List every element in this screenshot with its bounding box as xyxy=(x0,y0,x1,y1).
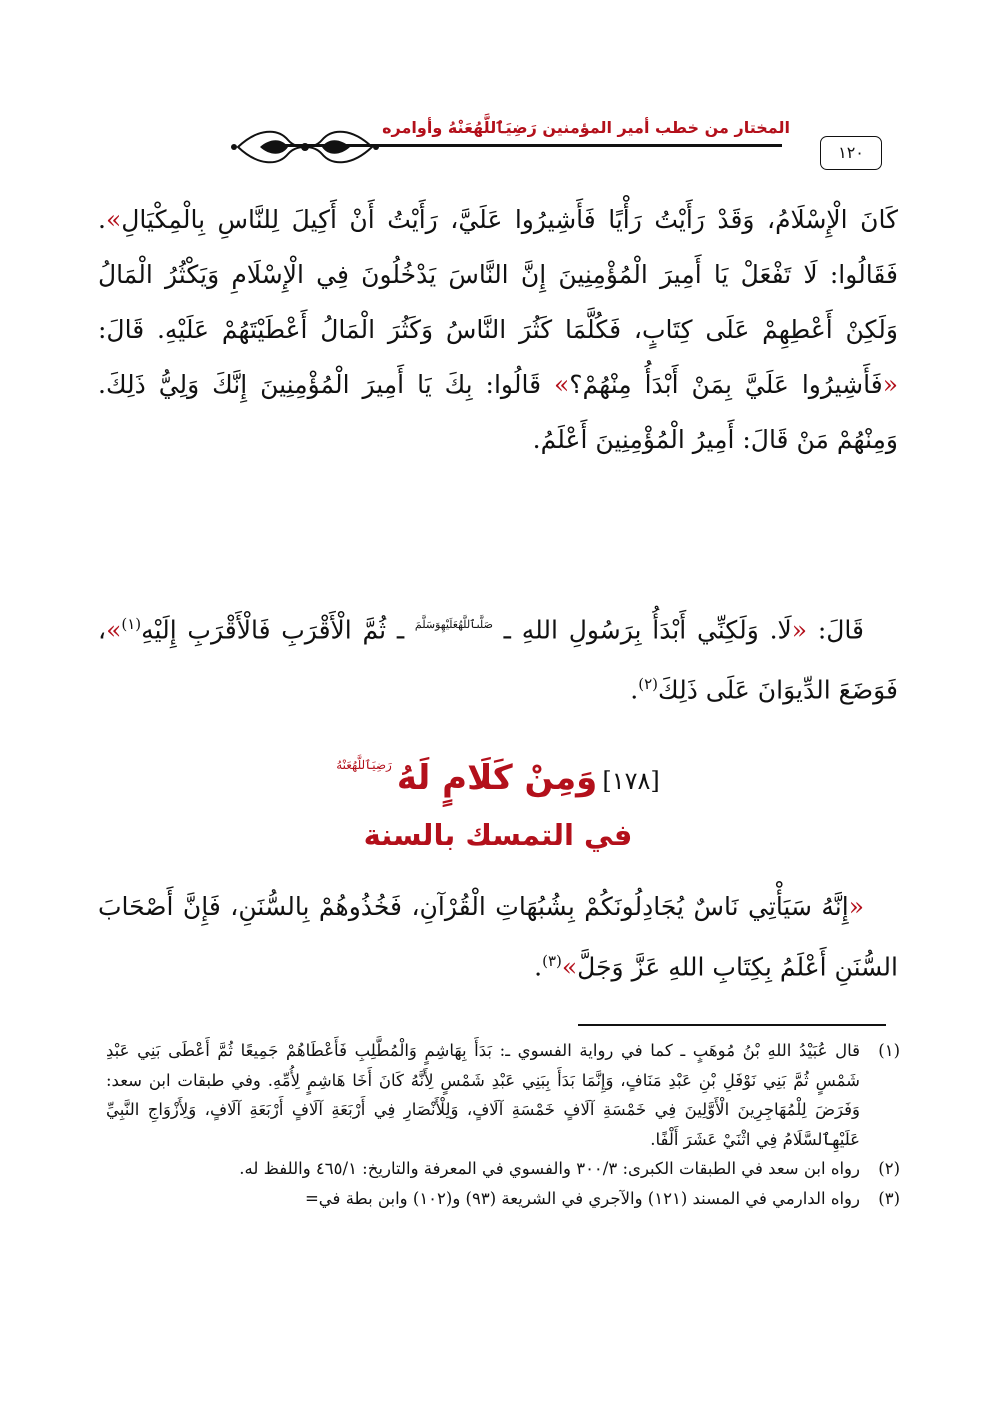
footnote-ref-1: (١) xyxy=(121,615,142,633)
para1-text-a: كَانَ الْإِسْلَامُ، وَقَدْ رَأَيْتُ رَأْيًا فَأَشِيرُوا عَلَيَّ، رَأَيْتُ أَنْ أَكِيلَ لِلنَّاسِ بِالْمِكْيَالِ xyxy=(121,205,898,234)
para2-text-e: . xyxy=(630,675,639,705)
footnote-3 xyxy=(106,1184,900,1214)
para3-end: . xyxy=(534,952,543,982)
footnote-ref-2: (٢) xyxy=(638,675,659,694)
paragraph-1 xyxy=(98,192,898,467)
para1-text-b: . فَقَالُوا: لَا تَفْعَلْ يَا أَمِيرَ الْمُؤْمِنِينَ إِنَّ النَّاسَ يَدْخُلُونَ فِي الْإِسْلَامِ وَيَكْثُرُ الْمَالُ وَلَكِنْ أَعْطِهِمْ عَلَى كِتَابٍ، فَكُلَّمَا كَثُرَ النَّاسُ وَكَثُرَ الْمَالُ أَعْطَيْتَهُمْ عَلَيْهِ. قَالَ: xyxy=(98,205,898,344)
close-quote: » xyxy=(553,370,570,399)
running-title: المختار من خطب أمير المؤمنين رَضِيَٱللَّهُعَنْهُ وأوامره xyxy=(382,118,790,137)
section-title: وَمِنْ كَلَامٍ لَهُ xyxy=(396,758,598,798)
footnote-text: قال عُبَيْدُ اللهِ بْنُ مُوهَبٍ ـ كما في رواية الفسوي ـ: بَدَأَ بِهَاشِمٍ وَالْمُطَّلِبِ فَأَعْطَاهُمْ جَمِيعًا ثُمَّ أَعْطَى بَنِي عَبْدِ شَمْسٍ ثُمَّ بَنِي نَوْفَلِ بْنِ عَبْدِ مَنَافٍ، وَإِنَّمَا بَدَأَ بِبَنِي عَبْدِ شَمْسٍ لِأَنَّهُ كَانَ أَخَا هَاشِمٍ لِأُمِّهِ. وفي طبقات ابن سعد: وَفَرَضَ لِلْمُهَاجِرِينَ الْأَوَّلِينَ فِي خَمْسَةِ آلَافٍ خَمْسَةِ آلَافٍ، وَلِلْأَنْصَارِ فِي أَرْبَعَةِ آلَافٍ أَرْبَعَةِ آلَافٍ، وَلِأَزْوَاجِ النَّبِيِّ عَلَيْهِٱلسَّلَامُ فِي اثْنَيْ عَشَرَ أَلْفًا. xyxy=(106,1041,860,1149)
prophet-honorific: صَلَّىٱللَّهُعَلَيْهِوَسَلَّمَ xyxy=(414,618,493,631)
footnote-number: (٣) xyxy=(878,1188,900,1208)
paragraph-2 xyxy=(98,597,898,718)
para1-text-d: قَالُوا: بِكَ يَا أَمِيرَ الْمُؤْمِنِينَ إِنَّكَ وَلِيُّ ذَلِكَ. وَمِنْهُمْ مَنْ قَالَ: أَمِيرُ الْمُؤْمِنِينَ أَعْلَمُ. xyxy=(98,370,898,454)
para2-text-a: قَالَ: xyxy=(807,615,864,645)
header-ornament-icon xyxy=(230,126,380,168)
section-subtitle: في التمسك بالسنة xyxy=(363,818,633,852)
para2-text-c: ـ ثُمَّ الْأَقْرَبِ فَالْأَقْرَبِ إِلَيْهِ xyxy=(141,615,415,645)
section-heading xyxy=(98,758,898,798)
open-quote: « xyxy=(791,615,808,645)
paragraph-3 xyxy=(98,879,898,994)
open-quote: « xyxy=(882,370,898,399)
para1-text-c: فَأَشِيرُوا عَلَيَّ بِمَنْ أَبْدَأُ مِنْهُمْ؟ xyxy=(569,370,883,399)
close-quote: » xyxy=(561,952,578,982)
section-number: [١٧٨] xyxy=(602,767,660,795)
para3-text: إِنَّهُ سَيَأْتِي نَاسٌ يُجَادِلُونَكُمْ بِشُبُهَاتِ الْقُرْآنِ، فَخُذُوهُمْ بِالسُّنَنِ، فَإِنَّ أَصْحَابَ السُّنَنِ أَعْلَمُ بِكِتَابِ اللهِ عَزَّ وَجَلَّ xyxy=(98,892,898,982)
footnote-text: رواه ابن سعد في الطبقات الكبرى: ٣٠٠/٣ والفسوي في المعرفة والتاريخ: ٤٦٥/١ واللفظ له. xyxy=(239,1159,860,1178)
page-number: ١٢٠ xyxy=(820,136,882,170)
open-quote: « xyxy=(848,892,864,921)
footnote-text: رواه الدارمي في المسند (١٢١) والآجري في الشريعة (٩٣) و(١٠٢) وابن بطة في= xyxy=(304,1188,860,1208)
footnote-ref-3: (٣) xyxy=(542,952,562,970)
para2-text-b: لَا. وَلَكِنِّي أَبْدَأُ بِرَسُولِ اللهِ ـ xyxy=(492,615,792,645)
footnote-2 xyxy=(106,1154,900,1184)
page-header xyxy=(100,118,900,180)
close-quote: » xyxy=(105,205,122,234)
close-quote: » xyxy=(106,615,122,645)
footnote-number: (٢) xyxy=(878,1159,900,1178)
section-honorific: رَضِيَٱللَّهُعَنْهُ xyxy=(336,758,392,772)
footnote-number: (١) xyxy=(878,1041,900,1060)
para2-text-d: ، فَوَضَعَ الدِّيوَانَ عَلَى ذَلِكَ xyxy=(98,615,898,705)
footnote-rule xyxy=(578,1024,886,1026)
footnotes xyxy=(106,1036,900,1213)
footnote-1 xyxy=(106,1036,900,1154)
